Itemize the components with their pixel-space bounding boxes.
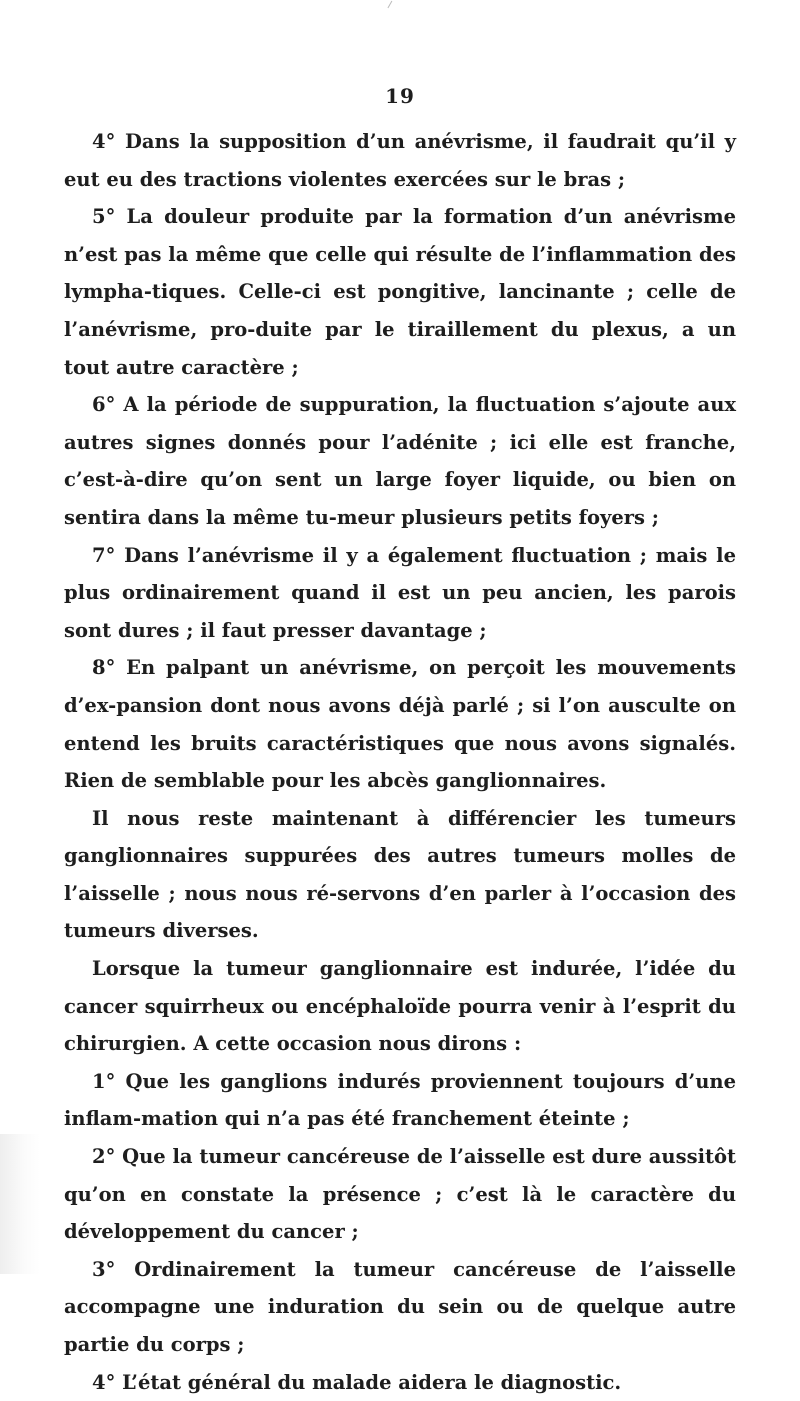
paragraph-text: Que la tumeur cancéreuse de l’aisselle est dure aussitôt qu’on en constate la présence ; c’est là le caractère du développement du cancer ;	[64, 1145, 736, 1244]
paragraph	[64, 123, 736, 198]
item-marker: 1°	[92, 1069, 116, 1093]
pen-mark	[387, 1, 397, 11]
text-body	[64, 123, 736, 1401]
paragraph	[64, 198, 736, 386]
paragraph-text: Dans la supposition d’un anévrisme, il faudrait qu’il y eut eu des tractions violentes exercées sur le bras ;	[64, 130, 736, 191]
paragraph-text: Ordinairement la tumeur cancéreuse de l’aisselle accompagne une induration du sein ou de quelque autre partie du corps ;	[64, 1257, 736, 1356]
item-marker: 8°	[92, 656, 116, 680]
paragraph	[64, 950, 736, 1063]
item-marker: 6°	[92, 393, 116, 417]
paragraph	[64, 649, 736, 799]
paragraph-text: Que les ganglions indurés proviennent toujours d’une inflam-mation qui n’a pas été franchement éteinte ;	[64, 1069, 736, 1131]
paragraph-text: A la période de suppuration, la fluctuation s’ajoute aux autres signes donnés pour l’adénite ; ici elle est franche, c’est-à-dire qu’on sent un large foyer liquide, ou bien on sentira dans la même tu-meur plusieurs petits foyers ;	[64, 393, 736, 529]
paragraph	[64, 1251, 736, 1364]
paragraph-text: Il nous reste maintenant à différencier les tumeurs ganglionnaires suppurées des autres tumeurs molles de l’aisselle ; nous nous ré-servons d’en parler à l’occasion des tumeurs diverses.	[64, 806, 736, 943]
paragraph-text: Lorsque la tumeur ganglionnaire est indurée, l’idée du cancer squirrheux ou encéphaloïde pourra venir à l’esprit du chirurgien. A cette occasion nous dirons :	[64, 957, 736, 1056]
item-marker: 7°	[92, 543, 116, 567]
paragraph	[64, 1138, 736, 1251]
item-marker: 3°	[92, 1257, 116, 1281]
paragraph-text: L’état général du malade aidera le diagnostic.	[122, 1370, 622, 1394]
paragraph	[64, 800, 736, 950]
paragraph-text: En palpant un anévrisme, on perçoit les mouvements d’ex-pansion dont nous avons déjà parlé ; si l’on ausculte on entend les bruits caractéristiques que nous avons signalés. Rien de semblable pour les abcès ganglionnaires.	[64, 656, 736, 793]
item-marker: 4°	[92, 130, 116, 153]
paragraph	[64, 1063, 736, 1138]
paper-stain	[0, 1134, 40, 1274]
paragraph	[64, 537, 736, 650]
paragraph-text: Dans l’anévrisme il y a également fluctuation ; mais le plus ordinairement quand il est un peu ancien, les parois sont dures ; il faut presser davantage ;	[64, 543, 736, 642]
paragraph	[64, 1364, 736, 1401]
page-number: 19	[385, 84, 415, 108]
paragraph	[64, 386, 736, 536]
paragraph-text: La douleur produite par la formation d’un anévrisme n’est pas la même que celle qui résulte de l’inflammation des lympha-tiques. Celle-ci est pongitive, lancinante ; celle de l’anévrisme, pro-duite par le tiraillement du plexus, a un tout autre caractère ;	[64, 205, 736, 379]
item-marker: 5°	[92, 205, 116, 229]
item-marker: 2°	[92, 1145, 116, 1169]
item-marker: 4°	[92, 1370, 116, 1394]
